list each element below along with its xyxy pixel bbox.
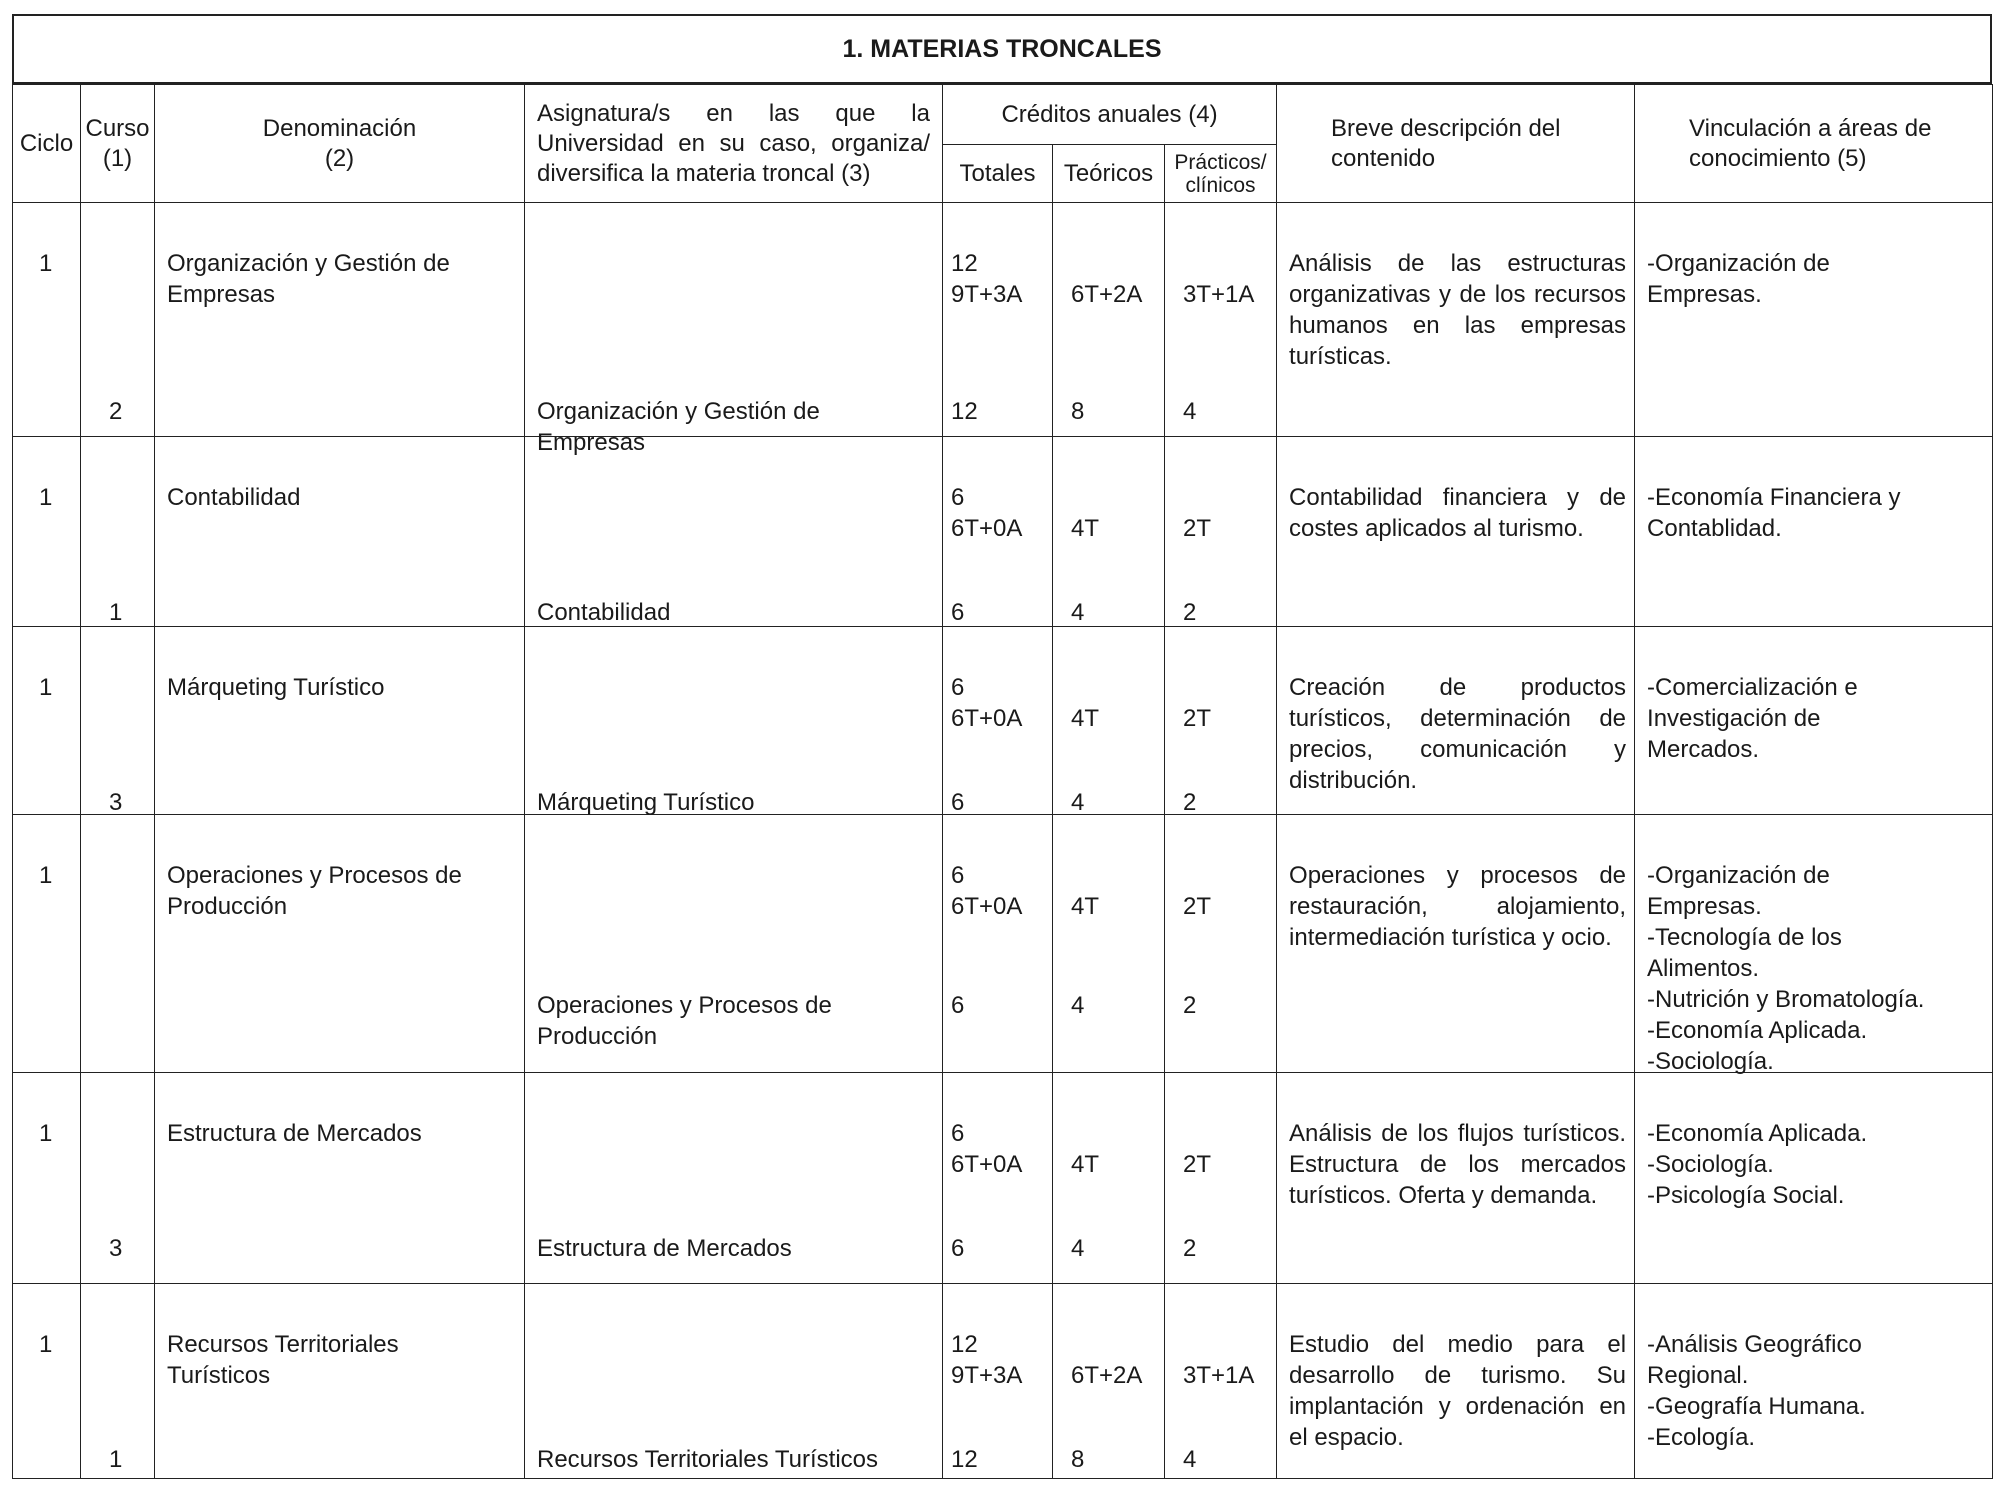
asignatura-value: Operaciones y Procesos de Producción: [537, 992, 832, 1050]
vinculacion-cell: [1635, 437, 1993, 627]
practicos-value: 3T+1A: [1183, 1362, 1255, 1389]
ciclo-cell: [13, 203, 81, 437]
denominacion-value: Operaciones y Procesos de Producción: [167, 862, 462, 920]
totales-value: 12 9T+3A: [951, 1331, 1023, 1389]
totales-value: 6 6T+0A: [951, 484, 1023, 542]
totales-cell: [943, 627, 1053, 815]
header-totales: Totales: [943, 145, 1053, 203]
header-descripcion: Breve descripción del contenido: [1277, 85, 1635, 203]
header-denominacion: Denominación (2): [155, 85, 525, 203]
totales-cell: [943, 437, 1053, 627]
vinculacion-cell: [1635, 1284, 1993, 1479]
descripcion-cell: [1277, 1284, 1635, 1479]
curso-value: 3: [109, 789, 123, 816]
teoricos-value: 6T+2A: [1071, 281, 1143, 308]
denominacion-value: Márqueting Turístico: [167, 674, 385, 701]
header-curso: Curso (1): [81, 85, 155, 203]
asig-totales-value: 6: [951, 1235, 965, 1262]
vinculacion-cell: [1635, 1073, 1993, 1284]
ciclo-value: 1: [39, 1331, 53, 1358]
practicos-value: 2T: [1183, 515, 1212, 542]
vinculacion-cell: [1635, 815, 1993, 1073]
denominacion-value: Organización y Gestión de Empresas: [167, 250, 450, 308]
ciclo-cell: [13, 1073, 81, 1284]
denominacion-cell: [155, 1073, 525, 1284]
descripcion-cell: [1277, 815, 1635, 1073]
curso-value: 1: [109, 599, 123, 626]
ciclo-cell: [13, 815, 81, 1073]
totales-cell: [943, 203, 1053, 437]
header-vinculacion: Vinculación a áreas de conocimiento (5): [1635, 85, 1993, 203]
asig-totales-value: 6: [951, 789, 965, 816]
vinculacion-value: -Economía Financiera y Contablidad.: [1647, 484, 1901, 542]
totales-value: 6 6T+0A: [951, 1120, 1023, 1178]
teoricos-value: 6T+2A: [1071, 1362, 1143, 1389]
teoricos-cell: [1053, 815, 1165, 1073]
asignatura-cell: [525, 203, 943, 456]
curso-cell: [81, 1284, 155, 1479]
totales-cell: [943, 1284, 1053, 1479]
page-title: 1. MATERIAS TRONCALES: [12, 14, 1992, 84]
ciclo-value: 1: [39, 862, 53, 889]
asig-teoricos-value: 8: [1071, 1446, 1085, 1473]
totales-value: 6 6T+0A: [951, 862, 1023, 920]
asignatura-cell: [525, 627, 943, 815]
asig-teoricos-value: 4: [1071, 789, 1085, 816]
curso-cell: [81, 1073, 155, 1284]
vinculacion-cell: [1635, 627, 1993, 815]
teoricos-cell: [1053, 437, 1165, 627]
practicos-cell: [1165, 203, 1277, 437]
teoricos-cell: [1053, 203, 1165, 437]
curso-value: 1: [109, 1446, 123, 1473]
vinculacion-value: -Organización de Empresas. -Tecnología de los Alimentos. -Nutrición y Bromatología. -Economía Aplicada. -Sociología.: [1647, 862, 1925, 1075]
vinculacion-value: -Análisis Geográfico Regional. -Geografía Humana. -Ecología.: [1647, 1331, 1866, 1451]
practicos-cell: [1165, 627, 1277, 815]
asignatura-value: Márqueting Turístico: [537, 789, 755, 816]
asig-totales-value: 12: [951, 1446, 978, 1473]
asignatura-value: Estructura de Mercados: [537, 1235, 792, 1262]
asignatura-value: Organización y Gestión de Empresas: [537, 398, 820, 456]
document-frame: [12, 14, 1992, 1484]
vinculacion-cell: [1635, 203, 1993, 437]
ciclo-cell: [13, 1284, 81, 1479]
denominacion-cell: [155, 627, 525, 815]
descripcion-value: Estudio del medio para el desarrollo de turismo. Su implantación y ordenación en el espacio.: [1289, 1331, 1627, 1451]
teoricos-cell: [1053, 1073, 1165, 1284]
materias-table: [12, 84, 1993, 1479]
descripcion-value: Análisis de los flujos turísticos. Estructura de los mercados turísticos. Oferta y demanda.: [1289, 1120, 1627, 1209]
teoricos-cell: [1053, 627, 1165, 815]
asig-teoricos-value: 8: [1071, 398, 1085, 425]
header-practicos: Prácticos/ clínicos: [1165, 145, 1277, 203]
curso-cell: [81, 203, 155, 437]
asig-teoricos-value: 4: [1071, 992, 1085, 1019]
table-row: [13, 627, 1993, 815]
asig-practicos-value: 2: [1183, 599, 1197, 626]
header-creditos: Créditos anuales (4): [943, 85, 1277, 145]
ciclo-value: 1: [39, 250, 53, 277]
practicos-cell: [1165, 437, 1277, 627]
denominacion-value: Estructura de Mercados: [167, 1120, 422, 1147]
denominacion-cell: [155, 1284, 525, 1479]
descripcion-cell: [1277, 1073, 1635, 1284]
curso-cell: [81, 627, 155, 815]
teoricos-value: 4T: [1071, 515, 1100, 542]
table-row: [13, 815, 1993, 1073]
asignatura-cell: [525, 1073, 943, 1284]
practicos-value: 2T: [1183, 705, 1212, 732]
totales-value: 12 9T+3A: [951, 250, 1023, 308]
descripcion-value: Creación de productos turísticos, determinación de precios, comunicación y distribución.: [1289, 674, 1627, 794]
descripcion-cell: [1277, 627, 1635, 815]
descripcion-cell: [1277, 203, 1635, 437]
asignatura-cell: [525, 437, 943, 627]
vinculacion-value: -Economía Aplicada. -Sociología. -Psicología Social.: [1647, 1120, 1868, 1209]
curso-cell: [81, 815, 155, 1073]
header-teoricos: Teóricos: [1053, 145, 1165, 203]
ciclo-cell: [13, 437, 81, 627]
ciclo-cell: [13, 627, 81, 815]
practicos-cell: [1165, 815, 1277, 1073]
table-row: [13, 203, 1993, 437]
asig-practicos-value: 4: [1183, 398, 1197, 425]
denominacion-value: Contabilidad: [167, 484, 301, 511]
ciclo-value: 1: [39, 484, 53, 511]
totales-value: 6 6T+0A: [951, 674, 1023, 732]
header-asignatura: Asignatura/s en las que la Universidad en su caso, organiza/ diversifica la materia troncal (3): [525, 85, 943, 203]
teoricos-value: 4T: [1071, 1151, 1100, 1178]
curso-cell: [81, 437, 155, 627]
denominacion-cell: [155, 815, 525, 1073]
table-row: [13, 437, 1993, 627]
table-row: [13, 1284, 1993, 1479]
practicos-cell: [1165, 1284, 1277, 1479]
totales-cell: [943, 815, 1053, 1073]
ciclo-value: 1: [39, 674, 53, 701]
asignatura-value: Recursos Territoriales Turísticos: [537, 1446, 878, 1473]
asig-totales-value: 6: [951, 599, 965, 626]
asig-totales-value: 6: [951, 992, 965, 1019]
curso-value: 3: [109, 1235, 123, 1262]
asig-practicos-value: 2: [1183, 992, 1197, 1019]
denominacion-cell: [155, 437, 525, 627]
asig-practicos-value: 2: [1183, 1235, 1197, 1262]
descripcion-cell: [1277, 437, 1635, 627]
table-row: [13, 1073, 1993, 1284]
teoricos-value: 4T: [1071, 893, 1100, 920]
practicos-value: 2T: [1183, 1151, 1212, 1178]
practicos-value: 2T: [1183, 893, 1212, 920]
asig-teoricos-value: 4: [1071, 599, 1085, 626]
vinculacion-value: -Organización de Empresas.: [1647, 250, 1830, 308]
teoricos-value: 4T: [1071, 705, 1100, 732]
totales-cell: [943, 1073, 1053, 1284]
descripcion-value: Análisis de las estructuras organizativas y de los recursos humanos en las empresas turísticas.: [1289, 250, 1627, 370]
asig-practicos-value: 2: [1183, 789, 1197, 816]
header-ciclo: Ciclo: [13, 85, 81, 203]
descripcion-value: Contabilidad financiera y de costes aplicados al turismo.: [1289, 484, 1627, 542]
practicos-cell: [1165, 1073, 1277, 1284]
curso-value: 2: [109, 398, 123, 425]
asig-totales-value: 12: [951, 398, 978, 425]
descripcion-value: Operaciones y procesos de restauración, alojamiento, intermediación turística y ocio.: [1289, 862, 1627, 951]
asig-teoricos-value: 4: [1071, 1235, 1085, 1262]
denominacion-cell: [155, 203, 525, 437]
asignatura-cell: [525, 1284, 943, 1479]
asignatura-cell: [525, 815, 943, 1073]
teoricos-cell: [1053, 1284, 1165, 1479]
asig-practicos-value: 4: [1183, 1446, 1197, 1473]
denominacion-value: Recursos Territoriales Turísticos: [167, 1331, 399, 1389]
vinculacion-value: -Comercialización e Investigación de Mercados.: [1647, 674, 1858, 763]
practicos-value: 3T+1A: [1183, 281, 1255, 308]
ciclo-value: 1: [39, 1120, 53, 1147]
asignatura-value: Contabilidad: [537, 599, 671, 626]
